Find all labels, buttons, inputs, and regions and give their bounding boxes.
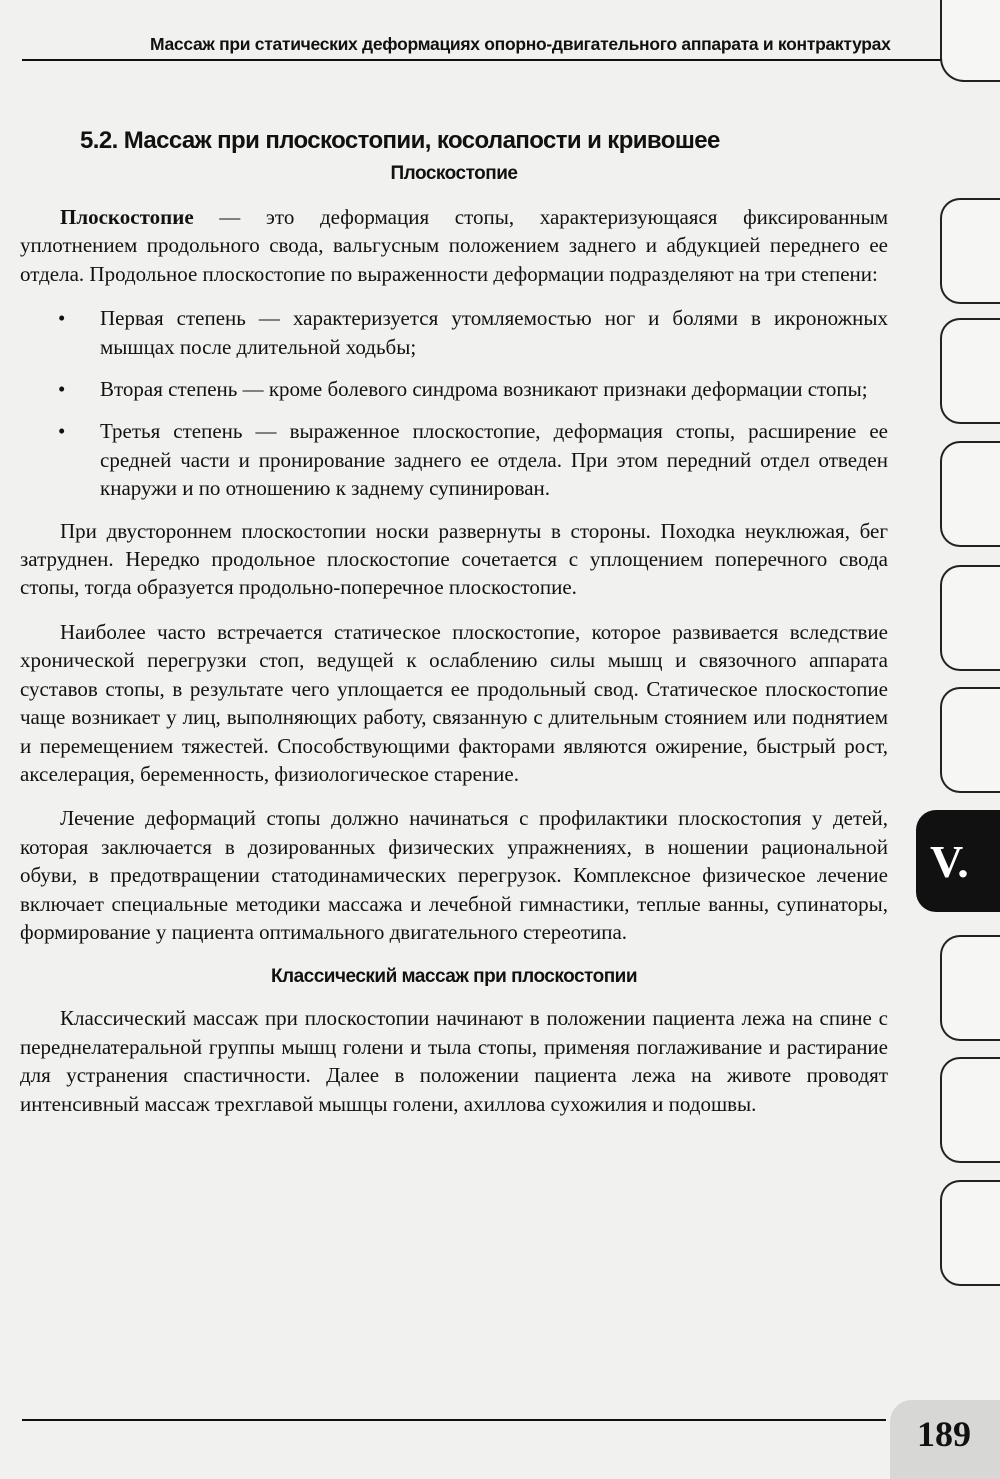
chapter-tab[interactable]	[940, 687, 1000, 793]
bullet: •	[58, 306, 66, 331]
paragraph: Наиболее часто встречается статическое плоскостопие, которое развивается вследствие хронической перегрузки стоп, ведущей к ослаблению силы мышц и связочного аппарата суставов стопы, в результате чего уплощается ее продольный свод. Статическое плоскостопие чаще возникает у лиц, выполняющих работу, связанную с длительным стоянием или поднятием и перемещением тяжестей. Способствующими факторами являются ожирение, быстрый рост, акселерация, беременность, физиологическое старение.	[20, 619, 888, 786]
paragraph: При двустороннем плоскостопии носки развернуты в стороны. Походка неуклюжая, бег затруднен. Нередко продольное плоскостопие сочетается с уплощением поперечного свода стопы, тогда образуется продольно-поперечное плоскостопие.	[20, 518, 888, 600]
chapter-tab[interactable]	[940, 198, 1000, 304]
chapter-tab[interactable]	[940, 318, 1000, 424]
paragraph: Лечение деформаций стопы должно начинаться с профилактики плоскостопия у детей, которая заключается в дозированных физических упражнениях, в ношении рациональной обуви, в предотвращении статодинамических перегрузок. Комплексное физическое лечение включает специальные методики массажа и лечебной гимнастики, теплые ванны, супинаторы, формирование у пациента оптимального двигательного стереотипа.	[20, 806, 888, 944]
list-item	[20, 304, 888, 361]
intro-text: — это деформация стопы, характеризующаяся фиксированным уплотнением продольного свода, вальгусным положением заднего и абдукцией переднего ее отдела. Продольное плоскостопие по выраженности деформации подразделяют на три степени:	[20, 205, 888, 286]
paragraph: Классический массаж при плоскостопии начинают в положении пациента лежа на спине с переднелатеральной группы мышц голени и тыла стопы, применяя поглаживание и растирание для устранения спастичности. Далее в положении пациента лежа на животе проводят интенсивный массаж трехглавой мышцы голени, ахиллова сухожилия и подошвы.	[20, 1006, 888, 1116]
section-title: 5.2. Массаж при плоскостопии, косолапости и кривошее	[80, 127, 720, 154]
intro-paragraph	[20, 203, 888, 288]
list-item-text: Первая степень — характеризуется утомляемостью ног и болями в икроножных мышцах после длительной ходьбы;	[100, 306, 888, 359]
page-body	[20, 125, 888, 1134]
list-item-text: Третья степень — выраженное плоскостопие, деформация стопы, расширение ее средней части и пронирование заднего ее отдела. При этом передний отдел отведен кнаружи и по отношению к заднему супинирован.	[100, 419, 888, 501]
degree-list	[20, 304, 888, 502]
subheading: Классический массаж при плоскостопии	[270, 966, 638, 988]
chapter-tab[interactable]	[940, 935, 1000, 1041]
chapter-tab[interactable]	[940, 565, 1000, 671]
chapter-tab-active[interactable]: V.	[916, 810, 1000, 912]
chapter-tabs	[930, 0, 1000, 1479]
chapter-tab-top[interactable]	[940, 0, 1000, 82]
chapter-tab[interactable]	[940, 441, 1000, 547]
list-item	[20, 417, 888, 502]
footer-rule	[22, 1419, 886, 1421]
bullet: •	[58, 419, 66, 444]
subsection-title: Плоскостопие	[390, 163, 518, 184]
list-item-text: Вторая степень — кроме болевого синдрома возникают признаки деформации стопы;	[100, 377, 868, 402]
bullet: •	[58, 377, 66, 402]
page-number: 189	[917, 1414, 971, 1454]
header-rule	[22, 59, 962, 61]
term: Плоскостопие	[60, 205, 194, 229]
chapter-tab[interactable]	[940, 1180, 1000, 1286]
running-head: Массаж при статических деформациях опорно-двигательного аппарата и контрактурах	[150, 34, 891, 54]
list-item	[20, 375, 888, 403]
chapter-tab[interactable]	[940, 1057, 1000, 1163]
